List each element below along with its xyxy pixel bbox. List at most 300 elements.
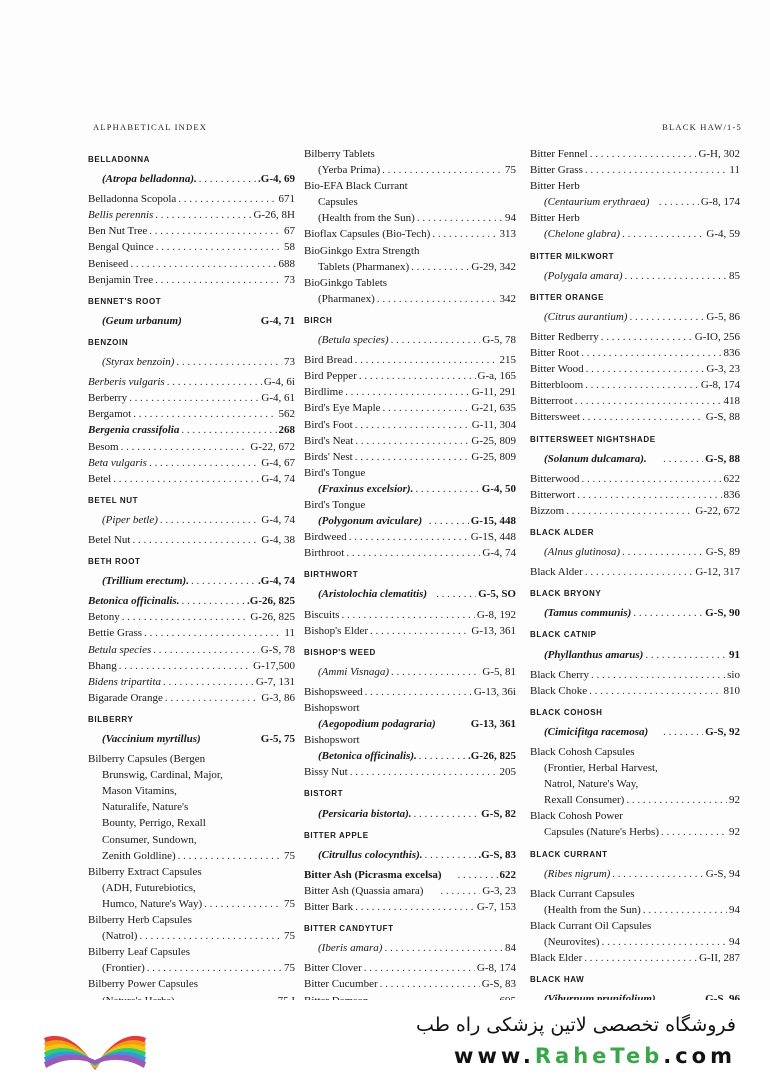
index-entry	[304, 960, 516, 976]
index-column-2	[304, 146, 516, 1009]
page-ref: 73	[284, 356, 295, 369]
entry-term: (Tamus communis)	[544, 607, 632, 620]
latin-name-entry	[304, 513, 516, 529]
index-heading: BISTORT	[304, 789, 344, 799]
index-entry	[530, 162, 740, 178]
index-heading: BITTER APPLE	[304, 830, 369, 840]
page-ref: 836	[723, 488, 740, 501]
entry-term: Bitter Cucumber	[304, 978, 378, 991]
index-entry	[304, 607, 516, 623]
store-url	[454, 1044, 736, 1068]
entry-term: Capsules (Nature's Herbs)	[544, 826, 660, 839]
page-ref: G-26, 8H	[253, 209, 295, 222]
entry-term: Bizzom	[530, 504, 565, 517]
leader-dots	[181, 593, 245, 609]
leader-dots	[167, 374, 262, 390]
page-ref: 94	[729, 903, 740, 916]
leader-dots	[391, 332, 481, 348]
leader-dots	[377, 291, 498, 307]
leader-dots	[626, 792, 727, 808]
leader-dots	[577, 487, 721, 503]
entry-term: (Polygala amara)	[544, 269, 623, 282]
leader-dots	[582, 471, 722, 487]
page-ref: G-3, 23	[706, 363, 740, 376]
leader-dots	[425, 847, 477, 863]
leader-dots	[645, 647, 727, 663]
entry-term: Bellis perennis	[88, 209, 154, 222]
entry-term: Zenith Goldline)	[102, 849, 176, 862]
page-ref: 562	[278, 408, 295, 421]
index-entry	[530, 902, 740, 918]
page-ref: G-13, 361	[470, 718, 516, 731]
entry-term: Tablets (Pharmanex)	[318, 260, 410, 273]
leader-dots	[415, 481, 479, 497]
latin-name-entry	[530, 544, 740, 560]
index-entry	[88, 625, 295, 641]
entry-term: Birthroot	[304, 547, 345, 560]
index-entry	[88, 674, 295, 690]
leader-dots	[584, 950, 697, 966]
index-entry: Black Currant Capsules	[530, 887, 635, 900]
page-ref: 94	[505, 212, 516, 225]
leader-dots	[663, 724, 703, 740]
index-entry: Bilberry Extract Capsules	[88, 865, 202, 878]
index-entry	[88, 239, 295, 255]
entry-term: (Iberis amara)	[318, 942, 383, 955]
page-ref: 84	[505, 942, 516, 955]
index-entry	[88, 191, 295, 207]
page-ref: G-22, 672	[250, 440, 295, 453]
entry-term: Betony	[88, 611, 120, 624]
leader-dots	[132, 532, 259, 548]
page-ref: 75	[284, 962, 295, 975]
page-ref: G-11, 304	[471, 418, 516, 431]
page-ref: 622	[723, 472, 740, 485]
page-ref: 91	[729, 648, 740, 661]
latin-name-entry	[530, 866, 740, 882]
leader-dots	[391, 664, 480, 680]
index-entry: Bilberry Tablets	[304, 148, 375, 160]
index-entry	[530, 471, 740, 487]
entry-term: Bissy Nut	[304, 766, 348, 779]
latin-name-entry	[530, 605, 740, 621]
page-ref: G-21, 635	[471, 402, 516, 415]
index-entry	[304, 162, 516, 178]
page-ref: 92	[729, 794, 740, 807]
index-entry-continuation: (ADH, Futurebiotics,	[102, 881, 196, 894]
leader-dots	[355, 352, 498, 368]
entry-term: Bitterroot	[530, 395, 573, 408]
page-ref: G-25, 809	[471, 434, 516, 447]
index-entry	[88, 207, 295, 223]
page-ref: G-S, 94	[705, 867, 740, 880]
page-ref: G-5, 78	[482, 334, 516, 347]
leader-dots	[585, 162, 728, 178]
index-entry	[530, 487, 740, 503]
leader-dots	[612, 866, 703, 882]
entry-term: Bishopsweed	[304, 685, 363, 698]
leader-dots	[661, 824, 727, 840]
index-entry	[88, 593, 295, 609]
index-entry: Bilberry Capsules (Bergen	[88, 753, 206, 766]
entry-term: (Phyllanthus amarus)	[544, 648, 644, 661]
index-entry: Black Currant Oil Capsules	[530, 919, 652, 932]
leader-dots	[113, 471, 259, 487]
index-entry	[304, 226, 516, 242]
page-ref: G-7, 131	[255, 675, 295, 688]
index-entry: BioGinkgo Tablets	[304, 276, 388, 289]
leader-dots	[586, 361, 705, 377]
page-ref: G-5, 86	[706, 310, 740, 323]
leader-dots	[365, 684, 472, 700]
leader-dots	[181, 422, 276, 438]
leader-dots	[380, 976, 480, 992]
index-entry	[88, 471, 295, 487]
latin-name-entry	[304, 664, 516, 680]
page-ref: G-4, 71	[260, 314, 295, 327]
page-ref: G-II, 287	[699, 952, 740, 965]
leader-dots	[602, 934, 727, 950]
index-entry	[530, 377, 740, 393]
page-ref: 205	[499, 766, 516, 779]
index-entry	[88, 960, 295, 976]
page-ref: 58	[284, 241, 295, 254]
page-ref: G-S, 90	[705, 607, 740, 620]
page-ref: G-25, 809	[471, 450, 516, 463]
leader-dots	[622, 226, 704, 242]
leader-dots	[432, 226, 497, 242]
index-heading: BITTER ORANGE	[530, 292, 605, 302]
entry-term: Berberry	[88, 392, 128, 405]
url-suffix: .com	[663, 1044, 736, 1068]
index-entry	[304, 433, 516, 449]
latin-name-entry	[530, 451, 740, 467]
watermark-footer	[0, 1000, 770, 1080]
index-entry	[88, 439, 295, 455]
entry-term: Black Elder	[530, 952, 583, 965]
index-entry	[88, 455, 295, 471]
entry-term: Betel	[88, 472, 112, 485]
index-entry: Bilberry Power Capsules	[88, 978, 198, 991]
leader-dots	[178, 848, 282, 864]
book-logo-icon	[40, 1008, 150, 1078]
index-entry	[530, 824, 740, 840]
index-heading: BITTER CANDYTUFT	[304, 924, 394, 934]
latin-name-entry	[530, 724, 740, 740]
entry-term: Bitterbloom	[530, 379, 584, 392]
index-entry-continuation: Bounty, Perrigo, Rexall	[102, 817, 206, 830]
page-ref: 215	[499, 354, 516, 367]
index-entry	[88, 532, 295, 548]
page-ref: G-12, 317	[695, 566, 740, 579]
page-ref: G-4, 6i	[263, 376, 295, 389]
entry-term: (Yerba Prima)	[318, 164, 381, 177]
page-ref: G-22, 672	[695, 504, 740, 517]
entry-term: Bitter Ash (Quassia amara)	[304, 884, 424, 897]
entry-term: (Betula species)	[318, 334, 389, 347]
entry-term: Biscuits	[304, 608, 340, 621]
entry-term: Bitter Grass	[530, 164, 583, 177]
url-main: RaheTeb	[534, 1044, 664, 1068]
entry-term: (Alnus glutinosa)	[544, 546, 621, 559]
index-entry	[304, 400, 516, 416]
leader-dots	[129, 390, 259, 406]
leader-dots	[346, 545, 480, 561]
latin-name-entry	[88, 573, 295, 589]
entry-term: Bitterwood	[530, 472, 580, 485]
page-ref: G-4, 74	[482, 547, 516, 560]
index-entry: Bird's Tongue	[304, 498, 366, 511]
index-entry	[530, 361, 740, 377]
entry-term: Betel Nut	[88, 533, 131, 546]
index-entry	[88, 390, 295, 406]
leader-dots	[566, 503, 693, 519]
leader-dots	[153, 642, 259, 658]
page-ref: 67	[284, 225, 295, 238]
page-ref: 94	[729, 936, 740, 949]
page-ref: G-1S, 448	[470, 531, 516, 544]
latin-name-entry	[530, 647, 740, 663]
entry-term: Belladonna Scopola	[88, 193, 177, 206]
latin-name-entry	[304, 481, 516, 497]
index-entry: Black Cohosh Power	[530, 810, 623, 823]
latin-name-entry	[530, 226, 740, 242]
page-ref: .G-S, 83	[478, 848, 516, 861]
index-column-1	[88, 146, 295, 1009]
leader-dots	[622, 544, 704, 560]
entry-term: (Health from the Sun)	[318, 212, 415, 225]
entry-term: (Chelone glabra)	[544, 228, 621, 241]
index-entry	[88, 928, 295, 944]
leader-dots	[191, 573, 256, 589]
index-entry	[88, 406, 295, 422]
entry-term: Bergamot	[88, 408, 132, 421]
leader-dots	[155, 272, 282, 288]
entry-term: (Fraxinus excelsior).	[318, 482, 414, 495]
index-entry	[88, 609, 295, 625]
index-entry	[304, 417, 516, 433]
page-ref: G-4, 67	[261, 456, 295, 469]
leader-dots	[149, 223, 282, 239]
page-ref: G-H, 302	[698, 148, 740, 160]
entry-term: (Ribes nigrum)	[544, 867, 611, 880]
latin-name-entry	[304, 806, 516, 822]
latin-name-entry	[88, 171, 295, 187]
index-entry: Bitter Herb	[530, 212, 580, 225]
index-heading: BENNET'S ROOT	[88, 296, 162, 306]
page-ref: G-13, 36i	[473, 685, 516, 698]
index-heading: BITTERSWEET NIGHTSHADE	[530, 434, 656, 444]
index-entry	[88, 272, 295, 288]
index-entry: Bishopswort	[304, 702, 360, 714]
index-entry: BioGinkgo Extra Strength	[304, 244, 420, 257]
index-heading: BLACK COHOSH	[530, 707, 603, 717]
entry-term: Bigarade Orange	[88, 691, 163, 704]
index-entry	[530, 683, 740, 699]
page-ref: 11	[729, 164, 740, 177]
page-ref: G-29, 342	[471, 260, 516, 273]
leader-dots	[130, 256, 276, 272]
entry-term: Bidens tripartita	[88, 675, 162, 688]
leader-dots	[384, 940, 503, 956]
page-ref: G-3, 86	[261, 691, 295, 704]
leader-dots	[204, 896, 282, 912]
latin-name-entry	[304, 332, 516, 348]
entry-term: (Solanum dulcamara).	[544, 452, 647, 465]
page-ref: 688	[278, 257, 295, 270]
entry-term: (Frontier)	[102, 962, 145, 975]
index-entry	[530, 345, 740, 361]
leader-dots	[149, 455, 259, 471]
page-ref: G-a, 165	[477, 370, 516, 383]
index-column-3	[530, 146, 740, 1007]
entry-term: Benjamin Tree	[88, 273, 154, 286]
leader-dots	[629, 309, 704, 325]
index-entry	[304, 368, 516, 384]
index-entry	[530, 409, 740, 425]
index-entry: Bishopswort	[304, 734, 360, 747]
index-entry	[530, 934, 740, 950]
index-entry	[304, 867, 516, 883]
index-entry	[304, 291, 516, 307]
index-heading: BILBERRY	[88, 714, 134, 724]
page-ref: 313	[499, 228, 516, 241]
entry-term: Bitter Bark	[304, 901, 354, 914]
page-ref: .G-26, 825	[247, 595, 295, 608]
index-entry	[304, 384, 516, 400]
entry-term: Beniseed	[88, 257, 129, 270]
index-entry	[530, 146, 740, 162]
leader-dots	[350, 764, 498, 780]
index-entry	[530, 503, 740, 519]
page-ref: G-15, 448	[470, 515, 516, 528]
entry-term: (Styrax benzoin)	[102, 356, 175, 369]
index-entry	[304, 976, 516, 992]
index-entry	[530, 792, 740, 808]
index-entry	[88, 658, 295, 674]
index-heading: BETH ROOT	[88, 557, 141, 567]
entry-term: Bird's Neat	[304, 434, 354, 447]
page-ref: 73	[284, 273, 295, 286]
leader-dots	[160, 512, 259, 528]
entry-term: (Centaurium erythraea)	[544, 196, 650, 209]
page-ref: 75	[284, 897, 295, 910]
leader-dots	[163, 674, 254, 690]
page-ref: .G-4, 74	[258, 575, 295, 588]
leader-dots	[122, 609, 249, 625]
leader-dots	[429, 513, 469, 529]
leader-dots	[349, 529, 469, 545]
page-ref: G-3, 23	[482, 884, 516, 897]
page-ref: G-8, 174	[476, 962, 516, 975]
page-ref: G-IO, 256	[694, 330, 740, 343]
leader-dots	[355, 417, 470, 433]
entry-term: Bioflax Capsules (Bio-Tech)	[304, 228, 431, 241]
page-ref: 836	[723, 347, 740, 360]
entry-term: (Neurovites)	[544, 936, 600, 949]
entry-term: (Pharmanex)	[318, 292, 375, 305]
entry-term: Bitter Root	[530, 347, 580, 360]
index-entry	[304, 545, 516, 561]
entry-term: Bitter Wood	[530, 363, 584, 376]
index-entry-continuation: (Frontier, Herbal Harvest,	[544, 762, 658, 775]
entry-term: Bengal Quince	[88, 241, 154, 254]
latin-name-entry	[304, 716, 516, 732]
entry-term: Betula species	[88, 643, 152, 656]
running-header-right: BLACK HAW/1-5	[662, 122, 742, 132]
leader-dots	[591, 667, 725, 683]
index-entry	[88, 256, 295, 272]
latin-name-entry	[88, 731, 295, 747]
page-ref: 85	[729, 269, 740, 282]
entry-term: (Aegopodium podagraria)	[318, 718, 436, 731]
page-ref: 75	[505, 164, 516, 177]
page-ref: 92	[729, 826, 740, 839]
leader-dots	[581, 345, 721, 361]
leader-dots	[121, 439, 249, 455]
entry-term: Bitter Clover	[304, 962, 362, 975]
entry-term: Birdlime	[304, 386, 344, 399]
entry-term: (Natrol)	[102, 930, 138, 943]
index-heading: BENZOIN	[88, 337, 129, 347]
entry-term: Bitter Ash (Picrasma excelsa)	[304, 868, 442, 881]
index-heading: BLACK CURRANT	[530, 849, 608, 859]
page-ref: G-S, 88	[705, 411, 740, 424]
latin-name-entry	[530, 309, 740, 325]
index-entry	[88, 690, 295, 706]
page-ref: G-S, 88	[705, 452, 740, 465]
leader-dots	[585, 564, 694, 580]
index-heading: BELLADONNA	[88, 155, 150, 164]
page-ref: G-S, 89	[705, 546, 740, 559]
entry-term: Bitter Redberry	[530, 330, 599, 343]
page-ref: G-S, 82	[481, 807, 516, 820]
latin-name-entry	[530, 268, 740, 284]
index-heading: BLACK CATNIP	[530, 630, 597, 640]
page-ref: 671	[278, 193, 295, 206]
entry-term: (Citrus aurantium)	[544, 310, 628, 323]
page-ref: G-11, 291	[471, 386, 516, 399]
leader-dots	[585, 377, 699, 393]
index-entry	[530, 564, 740, 580]
leader-dots	[458, 867, 498, 883]
running-header-left: ALPHABETICAL INDEX	[93, 122, 208, 132]
store-name: فروشگاه تخصصی لاتین پزشکی راه طب	[416, 1014, 736, 1036]
index-entry	[530, 667, 740, 683]
entry-term: (Cimicifitga racemosa)	[544, 725, 649, 738]
leader-dots	[582, 409, 704, 425]
leader-dots	[355, 899, 475, 915]
entry-term: Bittersweet	[530, 411, 581, 424]
entry-term: (Citrullus colocynthis).	[318, 848, 423, 861]
leader-dots	[414, 806, 480, 822]
page-ref: G-26, 825	[250, 611, 295, 624]
entry-term: (Persicaria bistorta).	[318, 807, 412, 820]
index-entry	[304, 449, 516, 465]
leader-dots	[659, 194, 699, 210]
page-ref: G-4, 50	[481, 482, 516, 495]
index-entry: Bitter Herb	[530, 180, 580, 193]
leader-dots	[355, 449, 470, 465]
index-entry: Bilberry Leaf Capsules	[88, 946, 191, 959]
leader-dots	[663, 451, 703, 467]
latin-name-entry	[304, 940, 516, 956]
entry-term: Bird Bread	[304, 354, 353, 367]
entry-term: Bitterwort	[530, 488, 576, 501]
page-ref: G-5, SO	[478, 588, 516, 601]
page-ref: 75	[284, 930, 295, 943]
page-ref: .G-4, 69	[258, 173, 295, 186]
